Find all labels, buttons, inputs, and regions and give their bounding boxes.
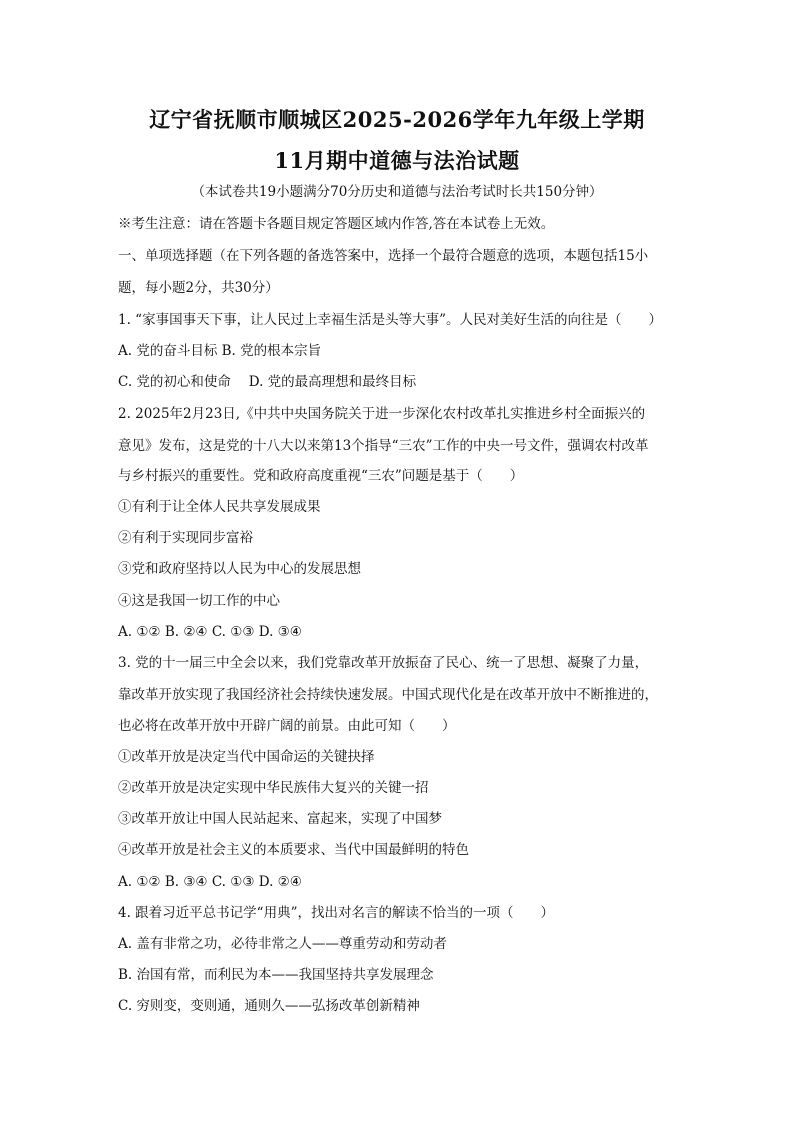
q4-stem: 4. 跟着习近平总书记学“用典”，找出对名言的解读不恰当的一项（ ） [118, 905, 554, 921]
q3-item-2: ②改革开放是决定实现中华民族伟大复兴的关键一招 [118, 780, 429, 796]
q3-stem-line2: 靠改革开放实现了我国经济社会持续快速发展。中国式现代化是在改革开放中不断推进的， [118, 687, 658, 703]
exam-title-line1: 辽宁省抚顺市顺城区2025-2026学年九年级上学期 [149, 107, 645, 132]
q3-stem-line3: 也必将在改革开放中开辟广阔的前景。由此可知（ ） [118, 718, 456, 734]
q2-options: A. ①② B. ②④ C. ①③ D. ③④ [118, 624, 302, 640]
q3-options: A. ①② B. ③④ C. ①③ D. ②④ [118, 874, 302, 890]
exam-notice: ※考生注意：请在答题卡各题目规定答题区域内作答,答在本试卷上无效。 [118, 216, 555, 232]
q4-option-c: C. 穷则变，变则通，通则久——弘扬改革创新精神 [118, 998, 420, 1014]
q3-item-3: ③改革开放让中国人民站起来、富起来，实现了中国梦 [118, 811, 442, 827]
q3-item-1: ①改革开放是决定当代中国命运的关键抉择 [118, 749, 375, 765]
exam-subtitle: （本试卷共19小题满分70分历史和道德与法治考试时长共150分钟） [191, 184, 603, 200]
q2-item-3: ③党和政府坚持以人民为中心的发展思想 [118, 561, 361, 577]
q1-stem: 1. “家事国事天下事，让人民过上幸福生活是头等大事”。人民对美好生活的向往是（ ） [118, 312, 662, 328]
section-heading-line1: 一、单项选择题（在下列各题的备选答案中，选择一个最符合题意的选项，本题包括15小 [118, 248, 649, 264]
q3-stem-line1: 3. 党的十一届三中全会以来，我们党靠改革开放振奋了民心、统一了思想、凝聚了力量， [118, 655, 649, 671]
section-heading-line2: 题，每小题2分，共30分） [118, 280, 279, 296]
q3-item-4: ④改革开放是社会主义的本质要求、当代中国最鲜明的特色 [118, 842, 469, 858]
exam-title-line2: 11月期中道德与法治试题 [274, 148, 520, 173]
q2-stem-line2: 意见》发布，这是党的十八大以来第13个指导“三农”工作的中央一号文件，强调农村改革 [118, 438, 649, 454]
q4-option-a: A. 盖有非常之功，必待非常之人——尊重劳动和劳动者 [118, 936, 447, 952]
q2-item-1: ①有利于让全体人民共享发展成果 [118, 499, 321, 515]
q2-item-4: ④这是我国一切工作的中心 [118, 593, 280, 609]
q2-stem-line3: 与乡村振兴的重要性。党和政府高度重视“三农”问题是基于（ ） [118, 468, 524, 484]
q4-option-b: B. 治国有常，而利民为本——我国坚持共享发展理念 [118, 967, 434, 983]
q2-item-2: ②有利于实现同步富裕 [118, 530, 253, 546]
q1-options-cd: C. 党的初心和使命 D. 党的最高理想和最终目标 [118, 374, 417, 390]
q2-stem-line1: 2. 2025年2月23日,《中共中央国务院关于进一步深化农村改革扎实推进乡村全面振兴的 [118, 406, 646, 422]
q1-options-ab: A. 党的奋斗目标 B. 党的根本宗旨 [118, 343, 322, 359]
